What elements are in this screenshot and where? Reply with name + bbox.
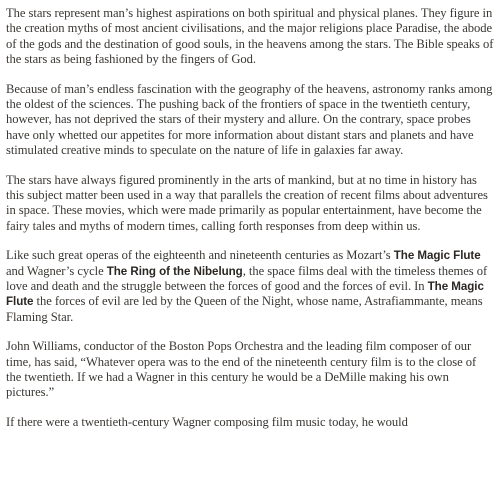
paragraph-operas: [6, 248, 494, 324]
paragraph-text: The stars represent man’s highest aspirations on both spiritual and physical planes. They figure in the creation myths of most ancient civilisations, and the major religions place Paradise, the abode of the gods and the destination of good souls, in the heavens among the stars. The Bible speaks of the stars as being fashioned by the fingers of God.: [6, 6, 494, 66]
title-magic-flute-2: The Magic Flute: [6, 279, 484, 309]
paragraph-text: the forces of evil are led by the Queen of the Night, whose name, Astrafiammante, means Flaming Star.: [6, 294, 483, 324]
title-magic-flute: The Magic Flute: [393, 249, 481, 263]
paragraph-wagner-today: [6, 415, 494, 430]
paragraph-text: , the space films deal with the timeless themes of love and death and the struggle between the forces of good and the forces of evil. In: [6, 263, 488, 293]
paragraph-john-williams-quote: [6, 339, 494, 400]
paragraph-text: Like such great operas of the eighteenth and nineteenth centuries as Mozart’s: [6, 248, 394, 263]
paragraph-text: If there were a twentieth-century Wagner composing film music today, he would: [6, 415, 408, 430]
title-ring-of-the-nibelung: The Ring of the Nibelung: [106, 264, 243, 278]
paragraph-arts-films: [6, 173, 494, 234]
paragraph-astronomy: [6, 82, 494, 158]
paragraph-stars-aspirations: [6, 6, 494, 67]
paragraph-text: Because of man’s endless fascination with the geography of the heavens, astronomy ranks among the oldest of the sciences. The pushing back of the frontiers of space in the twentieth century, however, has not deprived the stars of their mystery and allure. On the contrary, space probes have only whetted our appetites for more information about distant stars and planets and have stimulated creative minds to speculate on the nature of life in galaxies far away.: [6, 81, 493, 157]
paragraph-text: and Wagner’s cycle: [6, 263, 107, 278]
paragraph-text: The stars have always figured prominently in the arts of mankind, but at no time in history has this subject matter been used in a way that parallels the creation of recent films about adventures in space. These movies, which were made primarily as popular entertainment, have become the fairy tales and myths of modern times, calling forth responses from deep within us.: [6, 172, 488, 233]
paragraph-text: John Williams, conductor of the Boston Pops Orchestra and the leading film composer of our time, has said, “Whatever opera was to the end of the nineteenth century film is to the close of the twentieth. If we had a Wagner in this century he would be a DeMille making his own pictures.”: [6, 339, 477, 400]
